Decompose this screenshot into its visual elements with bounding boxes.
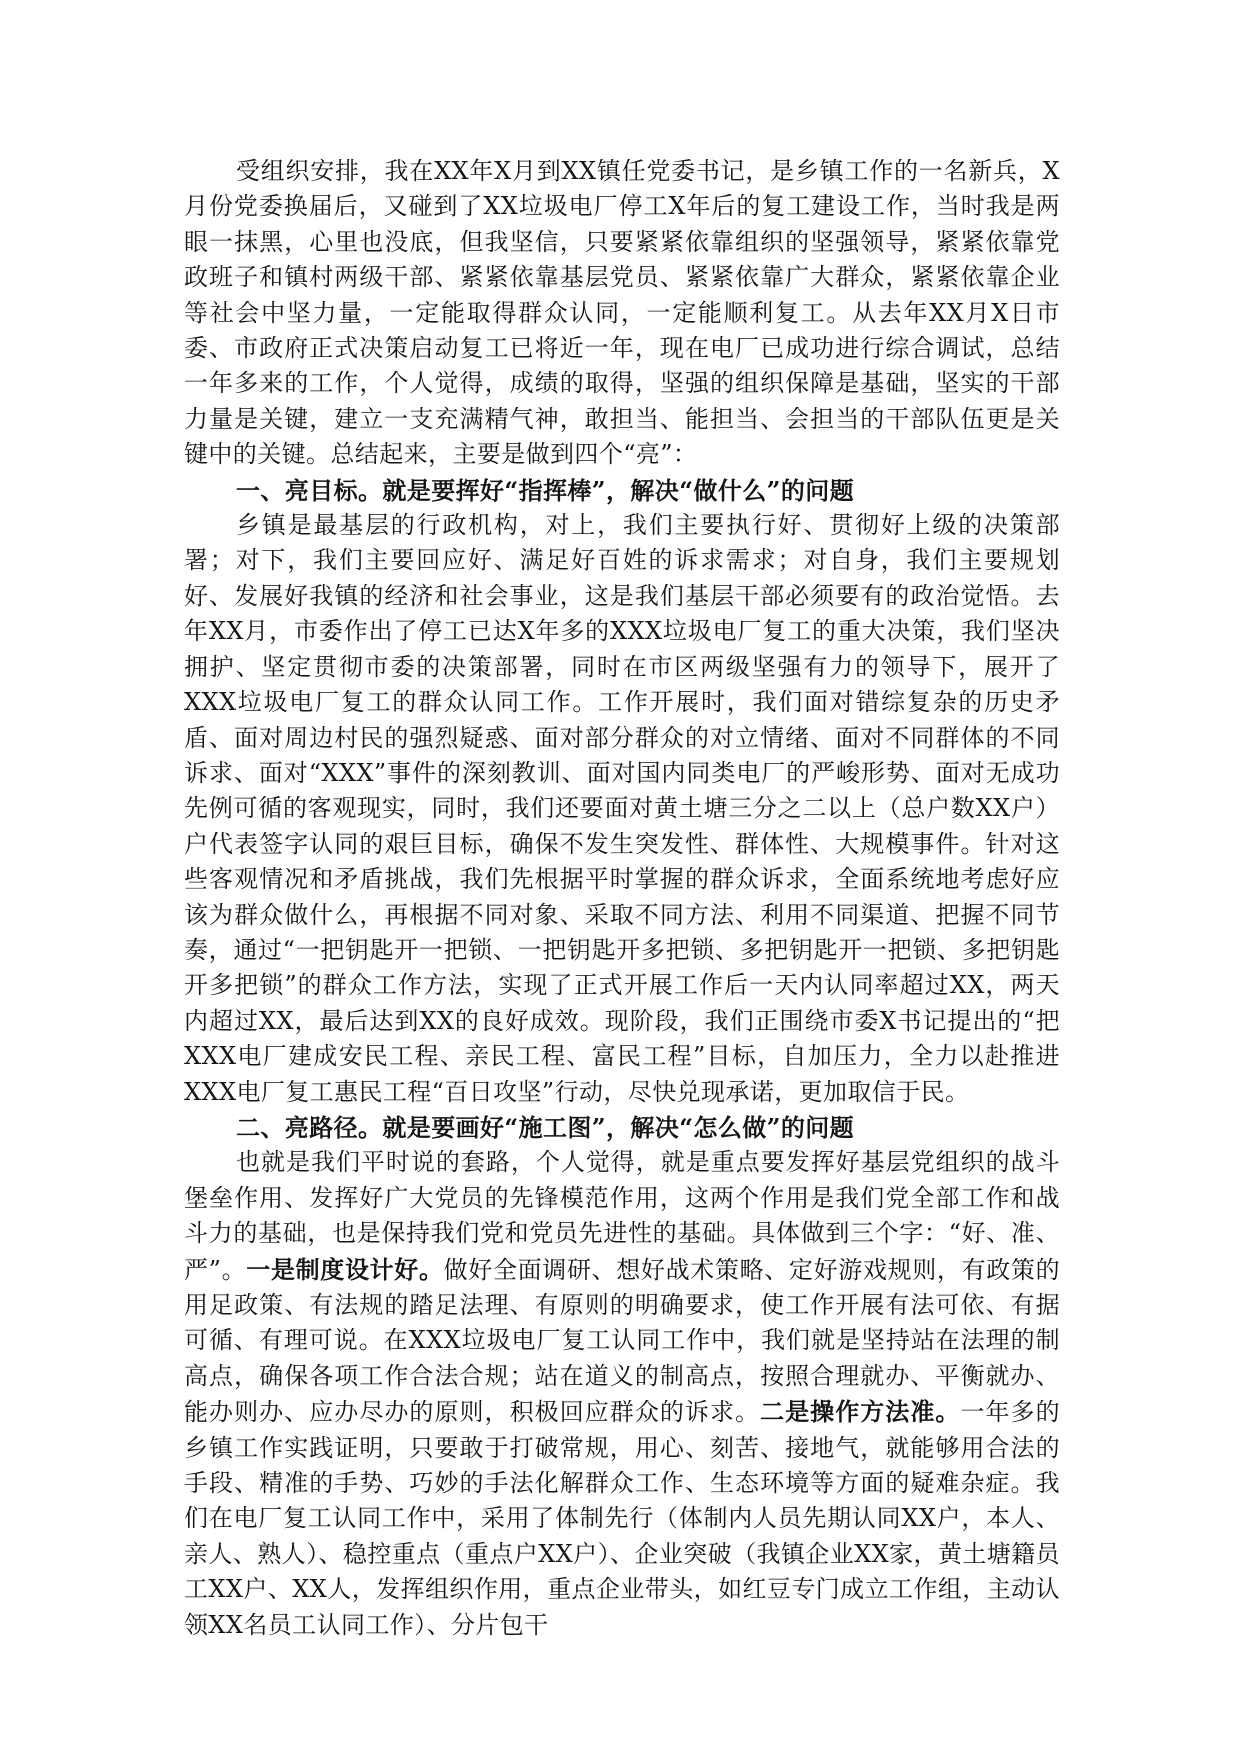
section-2-intro-text: 也就是我们平时说的套路，个人觉得，就是重点要发挥好基层党组织的战斗堡垒作用、发挥好广大党员的先锋模范作用，这两个作用是我们党全部工作和战斗力的基础，也是保持我们党和党员先进性的基础。具体做到三个字：“好、准、严”。	[184, 1148, 1060, 1284]
intro-paragraph: 受组织安排，我在XX年X月到XX镇任党委书记，是乡镇工作的一名新兵，X月份党委换届后，又碰到了XX垃圾电厂停工X年后的复工建设工作，当时我是两眼一抹黑，心里也没底，但我坚信，只要紧紧依靠组织的坚强领导，紧紧依靠党政班子和镇村两级干部、紧紧依靠基层党员、紧紧依靠广大群众，紧紧依靠企业等社会中坚力量，一定能取得群众认同，一定能顺利复工。从去年XX月X日市委、市政府正式决策启动复工已将近一年，现在电厂已成功进行综合调试，总结一年多来的工作，个人觉得，成绩的取得，坚强的组织保障是基础，坚实的干部力量是关键，建立一支充满精气神，敢担当、能担当、会担当的干部队伍更是关键中的关键。总结起来，主要是做到四个“亮”：	[184, 157, 1060, 469]
section-1-paragraph: 乡镇是最基层的行政机构，对上，我们主要执行好、贯彻好上级的决策部署；对下，我们主要回应好、满足好百姓的诉求需求；对自身，我们主要规划好、发展好我镇的经济和社会事业，这是我们基层干部必须要有的政治觉悟。去年XX月，市委作出了停工已达X年多的XXX垃圾电厂复工的重大决策，我们坚决拥护、坚定贯彻市委的决策部署，同时在市区两级坚强有力的领导下，展开了XXX垃圾电厂复工的群众认同工作。工作开展时，我们面对错综复杂的历史矛盾、面对周边村民的强烈疑惑、面对部分群众的对立情绪、面对不同群体的不同诉求、面对“XXX”事件的深刻教训、面对国内同类电厂的严峻形势、面对无成功先例可循的客观现实，同时，我们还要面对黄土塘三分之二以上（总户数XX户）户代表签字认同的艰巨目标，确保不发生突发性、群体性、大规模事件。针对这些客观情况和矛盾挑战，我们先根据平时掌握的群众诉求，全面系统地考虑好应该为群众做什么，再根据不同对象、采取不同方法、利用不同渠道、把握不同节奏，通过“一把钥匙开一把锁、一把钥匙开多把锁、多把钥匙开一把锁、多把钥匙开多把锁”的群众工作方法，实现了正式开展工作后一天内认同率超过XX，两天内超过XX，最后达到XX的良好成效。现阶段，我们正围绕市委X书记提出的“把XXX电厂建成安民工程、亲民工程、富民工程”目标，自加压力，全力以赴推进XXX电厂复工惠民工程“百日攻坚”行动，尽快兑现承诺，更加取信于民。	[184, 511, 1060, 1106]
section-heading-1: 一、亮目标。就是要挥好“指挥棒”，解决“做什么”的问题	[236, 475, 855, 505]
document-body	[184, 154, 1060, 1643]
point-1-text: 做好全面调研、想好战术策略、定好游戏规则，有政策的用足政策、有法规的踏足法理、有原则的明确要求，使工作开展有法可依、有据可循、有理可说。在XXX垃圾电厂复工认同工作中，我们就是坚持站在法理的制高点，确保各项工作合法合规；站在道义的制高点，按照合理就办、平衡就办、能办则办、应办尽办的原则，积极回应群众的诉求。	[184, 1255, 1060, 1427]
point-1-label: 一是制度设计好。	[246, 1254, 444, 1284]
section-heading-2: 二、亮路径。就是要画好“施工图”，解决“怎么做”的问题	[236, 1112, 855, 1142]
point-2-text: 一年多的乡镇工作实践证明，只要敢于打破常规，用心、刻苦、接地气，就能够用合法的手段、精准的手势、巧妙的手法化解群众工作、生态环境等方面的疑难杂症。我们在电厂复工认同工作中，采用了体制先行（体制内人员先期认同XX户，本人、亲人、熟人）、稳控重点（重点户XX户）、企业突破（我镇企业XX家，黄土塘籍员工XX户、XX人，发挥组织作用，重点企业带头，如红豆专门成立工作组，主动认领XX名员工认同工作）、分片包干	[184, 1398, 1060, 1639]
point-2-label: 二是操作方法准。	[760, 1397, 961, 1427]
section-2-paragraph	[184, 1145, 1060, 1643]
